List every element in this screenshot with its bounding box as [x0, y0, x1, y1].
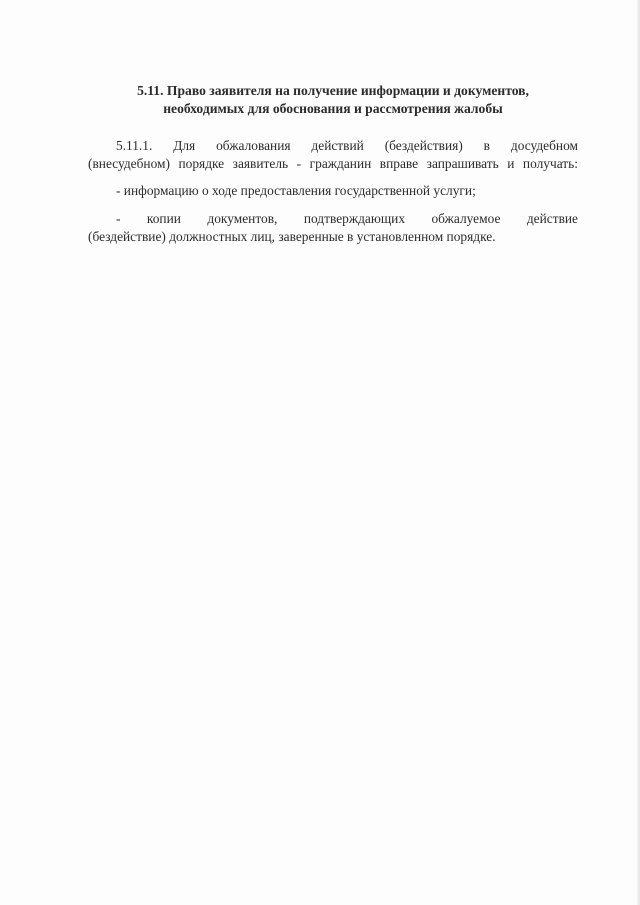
paragraph-copies-item: [88, 210, 578, 246]
paragraph-copies-item-line-1: - копии документов, подтверждающих обжалуемое действие: [116, 211, 578, 226]
paragraph-copies-item-line-2: (бездействие) должностных лиц, заверенные в установленном порядке.: [88, 229, 496, 244]
paragraph-information-item: - информацию о ходе предоставления государственной услуги;: [116, 183, 476, 198]
section-heading-line-2: необходимых для обоснования и рассмотрения жалобы: [163, 101, 503, 116]
paragraph-5-11-1-line-1: 5.11.1. Для обжалования действий (бездействия) в досудебном: [116, 138, 578, 153]
paragraph-5-11-1-line-2: (внесудебном) порядке заявитель - гражданин вправе запрашивать и получать:: [88, 156, 578, 171]
document-content: [88, 82, 578, 246]
section-heading: [88, 82, 578, 118]
section-heading-line-1: 5.11. Право заявителя на получение информации и документов,: [137, 83, 529, 98]
paragraph-5-11-1: [88, 137, 578, 173]
